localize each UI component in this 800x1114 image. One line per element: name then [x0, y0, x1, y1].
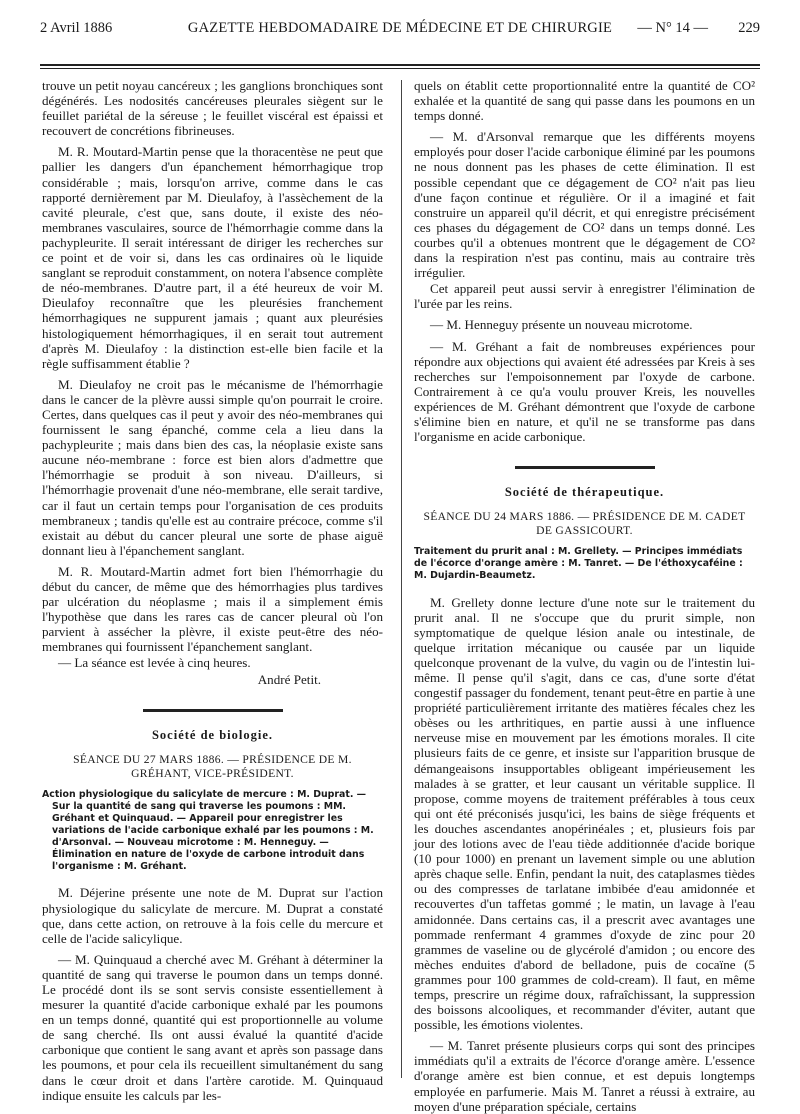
paragraph: trouve un petit noyau cancéreux ; les ganglions bronchiques sont dégénérés. Les nodosités cancéreuses pleurales siègent sur le feuillet pariétal de la séreuse ; le feuillet viscéral est épaissi et recouvert de concrétions fibrineuses.	[42, 78, 383, 139]
header-page-number: 229	[738, 20, 760, 36]
paragraph: M. Déjerine présente une note de M. Duprat sur l'action physiologique du salicylate de mercure. M. Duprat a constaté que, dans cette action, on retrouve à la fois celle du mercure et celle de l'acide salicylique.	[42, 885, 383, 946]
right-column	[414, 78, 755, 1114]
section-title: Société de thérapeutique.	[504, 485, 665, 500]
header-date: 2 Avril 1886	[40, 20, 113, 36]
section-title: Société de biologie.	[151, 727, 274, 742]
paragraph: — M. Gréhant a fait de nombreuses expériences pour répondre aux objections qui avaient été adressées par Kreis à ses recherches sur l'empoisonnement par l'oxyde de carbone. Contrairement à ce qu'a voulu prouver Kreis, les nouvelles expériences de M. Gréhant démontrent que l'oxyde de carbone s'élimine bien en nature, et qu'il ne se transforme pas dans l'organisme en acide carbonique.	[414, 338, 755, 445]
paragraph: M. Grellety donne lecture d'une note sur le traitement du prurit anal. Il ne s'occupe que du prurit simple, non symptomatique de quelque lésion anale ou intestinale, de quelque irritation mécanique ou causée par un liquide quelconque provenant de la vulve, du vagin ou de l'intestin lui-même. Il pense qu'il s'agit, dans ce cas, d'une sorte d'état congestif passager du fondement, tenant peut-être en partie à une propriété particulièrement irritante des matières fécales chez les obèses ou les arthritiques, en partie aussi à une influence nerveuse mise en mouvement par les émotions morales. Il cite plusieurs faits de ce genre, et insiste sur l'apparition brusque de démangeaisons insupportables obligeant impérieusement les malades à se gratter, et leur causant un véritable supplice. Il propose, comme moyens de traitement préférables à tous ceux qui ont été préconisés jusqu'ici, les bains de siège fréquents et les douches ascendantes anopérinéales ; et, plusieurs fois par jour des lotions avec de l'eau tiède additionnée d'acide borique (10 pour 1000) en prenant un lavement simple ou une ablution après chaque selle. Enfin, pendant la nuit, des cataplasmes tièdes ou des compresses de tarlatane imbibée d'eau amidonnée et recouvertes d'un taffetas gommé ; le matin, un lavage à l'eau amidonnée. Dans certains cas, il a prescrit avec avantages une pommade renfermant 4 grammes d'oxyde de zinc pour 20 grammes de vaseline ou de glycérolé d'amidon ; ou encore des mèches enduites d'abord de belladone, puis de cocaïne (5 grammes pour 100 grammes de cold-cream). Il faut, en même temps, prescrire un régime doux, rafraîchissant, la suppression des boissons alcooliques, et recommander d'éviter, autant que possible, les émotions violentes.	[414, 594, 755, 1033]
session-summary: Action physiologique du salicylate de mercure : M. Duprat. — Sur la quantité de sang qui traverse les poumons : MM. Gréhant et Quinquaud. — Appareil pour enregistrer les variations de l'acide carbonique exhalé par les poumons : M. d'Arsonval. — Nouveau microtome : M. Henneguy. — Élimination en nature de l'oxyde de carbone introduit dans l'organisme : M. Gréhant.	[42, 788, 374, 873]
paragraph: — M. Quinquaud a cherché avec M. Gréhant à déterminer la quantité de sang qui traverse le poumon dans un temps donné. Le procédé dont ils se sont servis consiste essentiellement à mesurer la quantité d'acide carbonique exhalé par les poumons en un temps donné, quantité qui est proportionnelle au volume de sang cherché. Ils ont aussi évalué la quantité d'acide carbonique que contient le sang avant et après son passage dans les poumons, et pour cela ils recueillent simultanément du sang dans le cœur droit et dans l'artère carotide. M. Quinquaud indique ensuite les calculs par les-	[42, 951, 383, 1103]
paragraph: — M. d'Arsonval remarque que les différents moyens employés pour doser l'acide carbonique éliminé par les poumons ne nous donnent pas les phases de cette élimination. Il est possible cependant que ce dégagement de CO² n'ait pas lieu d'une façon continue et régulière. Or il a imaginé et fait construire un appareil qu'il décrit, et qui enregistre précisément ces phases du dégagement de CO² dans un temps donné. Les courbes qu'il a obtenues montrent que le dégagement de CO² dans la respiration n'est pas continu, mais au contraire très irrégulier.	[414, 129, 755, 281]
header-rule-thin	[40, 68, 760, 69]
paragraph: Cet appareil peut aussi servir à enregistrer l'élimination de l'urée par les reins.	[414, 281, 755, 312]
page-header	[40, 10, 760, 44]
signature: André Petit.	[257, 671, 321, 687]
paragraph: — La séance est levée à cinq heures.	[58, 655, 251, 671]
session-heading: SÉANCE DU 27 MARS 1886. — PRÉSIDENCE DE M. GRÉHANT, VICE-PRÉSIDENT.	[73, 752, 352, 780]
paragraph: M. R. Moutard-Martin pense que la thoracentèse ne peut que pallier les dangers d'un épanchement hémorrhagique trop considérable ; mais, lorsqu'on arrive, comme dans le cas rapporté dernièrement par M. Dieulafoy, à l'assèchement de la cavité pleurale, c'est que, sans doute, il existe des néo-membranes vasculaires, source de l'hémorrhagie comme dans la pachypleurite. Il serait intéressant de diriger les recherches sur ce point et de voir si, dans les cas ordinaires où le liquide sanglant se reproduit constamment, on notera l'absence complète de néo-membranes. D'autre part, il a été heureux de voir M. Dieulafoy reconnaître que les pleurésies franchement hémorrhagiques ne suppurent jamais ; quant aux pleurésies histologiquement hémorrhagiques, il en serait tout autrement d'après M. Dieulafoy : la distinction est-elle bien facile et la règle suffisamment établie ?	[42, 144, 383, 371]
paragraph: M. R. Moutard-Martin admet fort bien l'hémorrhagie du début du cancer, de même que des hémorrhagies plus tardives par ulcération du néoplasme ; mais il a simplement émis l'hypothèse que dans les rares cas de cancer pleural où l'on parvient à assécher la plèvre, il existe peut-être des néo-membranes qui fournissent l'épanchement sanglant.	[42, 563, 383, 655]
session-summary: Traitement du prurit anal : M. Grellety. — Principes immédiats de l'écorce d'orange amère : M. Tanret. — De l'éthoxycaféine : M. Dujardin-Beaumetz.	[414, 546, 743, 582]
header-rule-thick	[40, 64, 760, 66]
session-heading: SÉANCE DU 24 MARS 1886. — PRÉSIDENCE DE M. CADET DE GASSICOURT.	[423, 510, 746, 538]
paragraph: M. Dieulafoy ne croit pas le mécanisme de l'hémorrhagie dans le cancer de la plèvre aussi simple qu'on pourrait le croire. Certes, dans quelques cas il peut y avoir des néo-membranes qui fournissent le sang épanché, comme cela a lieu dans la pachypleurite ; mais dans bien des cas, la néoplasie existe sans aucune néo-membrane : force est bien alors d'admettre que l'hémorrhagie se produit à son niveau. D'ailleurs, si l'hémorrhagie provenait d'une néo-membrane, elle serait tardive, car il faut un certain temps pour l'organisation de ces produits membraneux ; tandis qu'elle est au contraire précoce, comme s'il existait au début du cancer pleural une sorte de phase aiguë donnant lieu à l'épanchement sanglant.	[42, 376, 383, 558]
paragraph: — M. Henneguy présente un nouveau microtome.	[430, 317, 693, 333]
column-divider	[401, 80, 402, 1078]
paragraph: — M. Tanret présente plusieurs corps qui sont des principes immédiats qu'il a extraits de l'écorce d'orange amère. L'essence d'orange amère est bien connue, et est depuis longtemps employée en parfumerie. Mais M. Tanret a réussi à extraire, au moyen d'une préparation spéciale, certains	[414, 1038, 755, 1114]
header-journal-title: GAZETTE HEBDOMADAIRE DE MÉDECINE ET DE CHIRURGIE	[187, 20, 613, 36]
section-separator	[515, 466, 655, 469]
header-issue-number: — N° 14 —	[637, 20, 708, 36]
paragraph: quels on établit cette proportionnalité entre la quantité de CO² exhalée et la quantité de sang qui passe dans les poumons en un temps donné.	[414, 78, 755, 124]
left-column	[42, 78, 383, 1103]
section-separator	[143, 709, 283, 712]
